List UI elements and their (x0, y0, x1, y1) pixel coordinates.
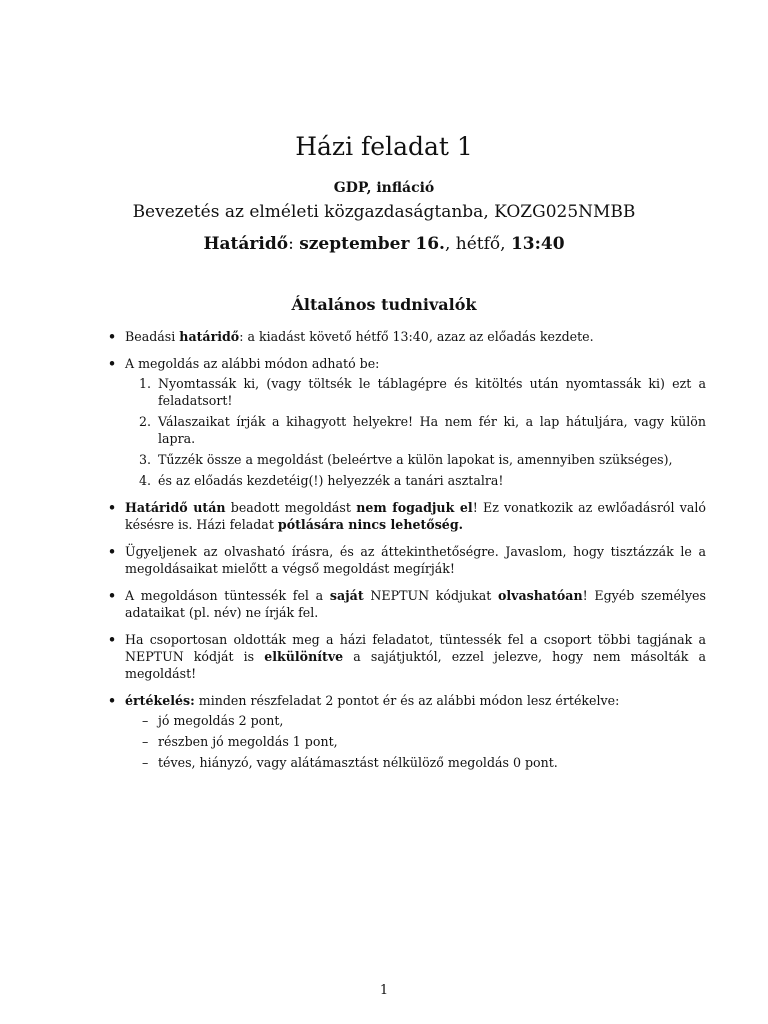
list-item-deadline (108, 328, 706, 345)
deadline-date: szeptember 16. (299, 234, 445, 254)
emphasis: határidő (179, 329, 240, 344)
bullet: • (108, 329, 117, 344)
step-item (125, 375, 706, 409)
list-item-legibility (108, 543, 706, 577)
bullet: • (108, 632, 117, 647)
step-text: Nyomtassák ki, (vagy töltsék le táblagépre és kitöltés után nyomtassák ki) ezt a feladatsort! (158, 376, 706, 408)
bullet: • (108, 356, 117, 371)
emphasis: értékelés: (125, 693, 195, 708)
list-item-late-policy (108, 499, 706, 533)
step-number: 4. (139, 473, 152, 488)
deadline-day: , hétfő, (444, 234, 511, 254)
text: a sajátjuktól, ezzel jelezve, hogy nem másolták a megoldást! (125, 649, 706, 681)
list-item-group-work (108, 631, 706, 682)
step-item (125, 451, 706, 468)
text: A megoldás az alábbi módon adható be: (125, 356, 380, 371)
dash: – (142, 755, 149, 770)
grade-text: jó megoldás 2 pont, (158, 713, 284, 728)
emphasis: Határidő után (125, 500, 226, 515)
deadline-sep: : (288, 234, 300, 254)
text: A megoldáson tüntessék fel a (125, 588, 330, 603)
emphasis: olvashatóan (498, 588, 583, 603)
grade-text: részben jó megoldás 1 pont, (158, 734, 338, 749)
emphasis: nem fogadjuk el (356, 500, 473, 515)
dash: – (142, 713, 149, 728)
instructions-list (108, 328, 706, 781)
course-name: Bevezetés az elméleti közgazdaságtanba, KOZG025NMBB (132, 202, 636, 222)
step-item (125, 413, 706, 447)
text: ! Ez vonatkozik az ewlőadásról való késésre is. Házi feladat (125, 500, 706, 532)
deadline-line (0, 232, 768, 256)
list-item-neptun-code (108, 587, 706, 621)
text: beadott megoldást (225, 500, 357, 515)
grading-list (125, 712, 706, 771)
text: ! Egyéb személyes adataikat (pl. név) ne írják fel. (125, 588, 706, 620)
emphasis: elkülönítve (264, 649, 344, 664)
grade-item (125, 712, 706, 729)
text: Beadási (125, 329, 180, 344)
step-item (125, 472, 706, 489)
page-subtitle: GDP, infláció (333, 180, 435, 196)
step-number: 1. (139, 376, 152, 391)
bullet: • (108, 544, 117, 559)
emphasis: saját (329, 588, 364, 603)
emphasis: pótlására nincs lehetőség. (277, 517, 464, 532)
step-number: 3. (139, 452, 152, 467)
bullet: • (108, 500, 117, 515)
step-text: Válaszaikat írják a kihagyott helyekre! Ha nem fér ki, a lap hátuljára, vagy külön lapra. (158, 414, 706, 446)
dash: – (142, 734, 149, 749)
text: minden részfeladat 2 pontot ér és az alábbi módon lesz értékelve: (194, 693, 620, 708)
page-number: 1 (379, 983, 389, 998)
submission-steps (125, 375, 706, 489)
deadline-label: Határidő (203, 234, 289, 254)
deadline-time: 13:40 (510, 234, 565, 254)
step-text: Tűzzék össze a megoldást (beleértve a külön lapokat is, amennyiben szükséges), (158, 452, 673, 467)
text: : a kiadást követő hétfő 13:40, azaz az előadás kezdete. (239, 329, 594, 344)
grade-item (125, 754, 706, 771)
step-number: 2. (139, 414, 152, 429)
list-item-submission (108, 355, 706, 489)
text: Ha csoportosan oldották meg a házi feladatot, tüntessék fel a csoport többi tagjának a NEPTUN kódját is (125, 632, 706, 664)
list-item-grading (108, 692, 706, 771)
step-text: és az előadás kezdetéig(!) helyezzék a tanári asztalra! (158, 473, 504, 488)
grade-text: téves, hiányzó, vagy alátámasztást nélkülöző megoldás 0 pont. (158, 755, 558, 770)
bullet: • (108, 588, 117, 603)
text: Ügyeljenek az olvasható írásra, és az áttekinthetőségre. Javaslom, hogy tisztázzák le a megoldásaikat mielőtt a végső megoldást megírják! (125, 544, 706, 576)
text: NEPTUN kódjukat (363, 588, 498, 603)
page-title: Házi feladat 1 (295, 132, 473, 161)
bullet: • (108, 693, 117, 708)
section-heading: Általános tudnivalók (291, 295, 477, 314)
grade-item (125, 733, 706, 750)
